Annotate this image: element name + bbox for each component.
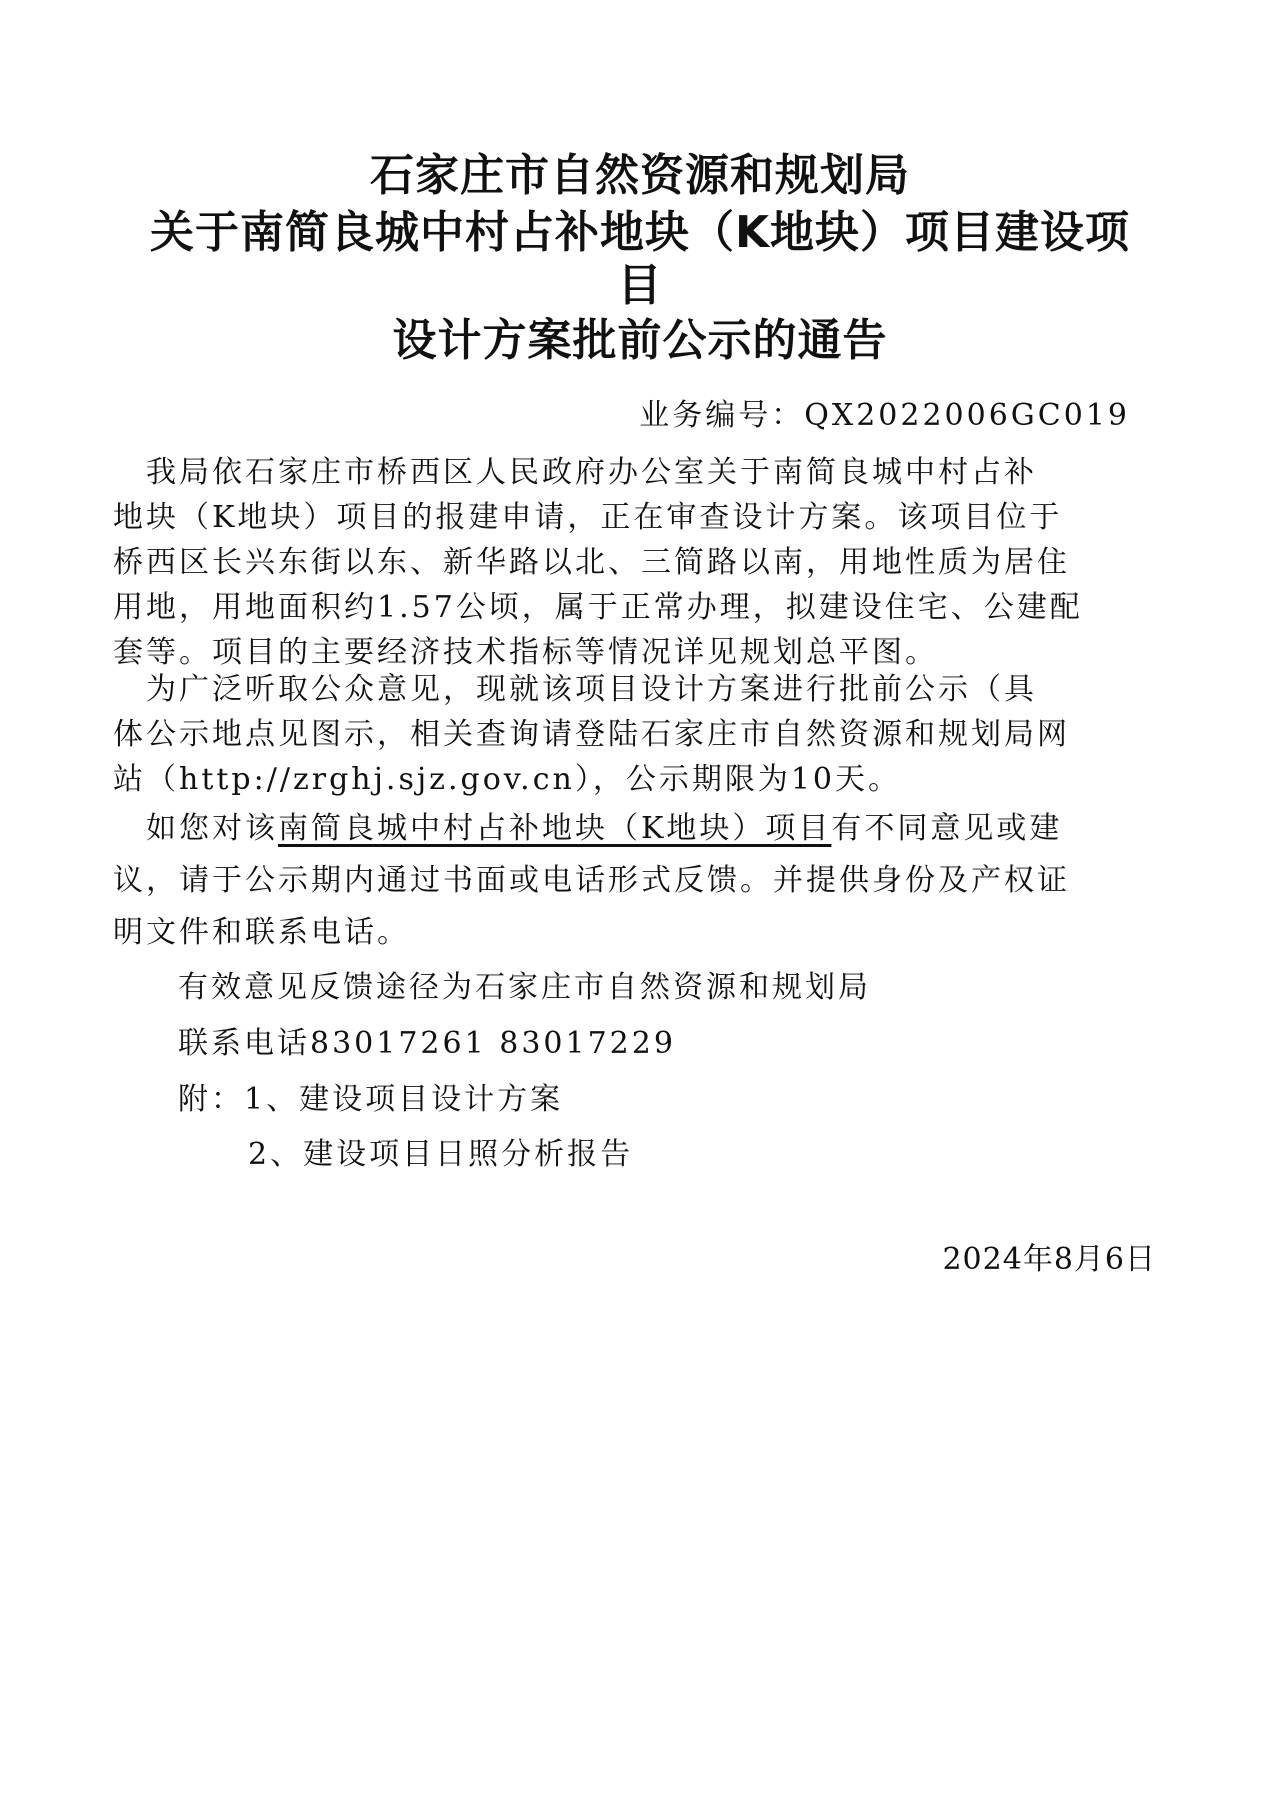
- paragraph-line: 站（http://zrghj.sjz.gov.cn），公示期限为10天。: [113, 762, 901, 797]
- paragraph-line-prefix: 如您对该: [113, 811, 278, 846]
- paragraph-line: 我局依石家庄市桥西区人民政府办公室关于南简良城中村占补: [113, 455, 1037, 490]
- paragraph-feedback-request: [113, 803, 1153, 959]
- paragraph-line: 明文件和联系电话。: [113, 915, 410, 950]
- paragraph-line: 为广泛听取公众意见，现就该项目设计方案进行批前公示（具: [113, 672, 1037, 707]
- title-line-3: 目: [617, 260, 663, 311]
- attachment-item-2: 2、建设项目日照分析报告: [248, 1137, 634, 1172]
- title-line-1: 石家庄市自然资源和规划局: [370, 150, 910, 201]
- project-name-underlined: 南简良城中村占补地块（K地块）项目: [278, 811, 832, 846]
- paragraph-line: 套等。项目的主要经济技术指标等情况详见规划总平图。: [113, 635, 938, 670]
- business-number: 业务编号：QX2022006GC019: [639, 398, 1130, 433]
- paragraph-line: 用地，用地面积约1.57公顷，属于正常办理，拟建设住宅、公建配: [113, 590, 1083, 625]
- paragraph-line: 议，请于公示期内通过书面或电话形式反馈。并提供身份及产权证: [113, 863, 1070, 898]
- paragraph-line-suffix: 有不同意见或建: [831, 811, 1063, 846]
- paragraph-line: 地块（K地块）项目的报建申请，正在审查设计方案。该项目位于: [113, 500, 1063, 535]
- title-line-2: 关于南简良城中村占补地块（K地块）项目建设项: [149, 207, 1131, 258]
- paragraph-line: 体公示地点见图示，相关查询请登陆石家庄市自然资源和规划局网: [113, 717, 1070, 752]
- paragraph-project-description: [113, 450, 1153, 675]
- paragraph-publicity-notice: [113, 667, 1153, 802]
- title-line-4: 设计方案批前公示的通告: [392, 315, 888, 366]
- feedback-channel: 有效意见反馈途径为石家庄市自然资源和规划局: [178, 970, 871, 1005]
- paragraph-line: [113, 803, 1153, 855]
- issue-date: 2024年8月6日: [942, 1242, 1156, 1277]
- contact-phone: 联系电话83017261 83017229: [178, 1026, 676, 1061]
- attachment-item-1: 附：1、建设项目设计方案: [178, 1082, 564, 1117]
- paragraph-line: 桥西区长兴东街以东、新华路以北、三简路以南，用地性质为居住: [113, 545, 1070, 580]
